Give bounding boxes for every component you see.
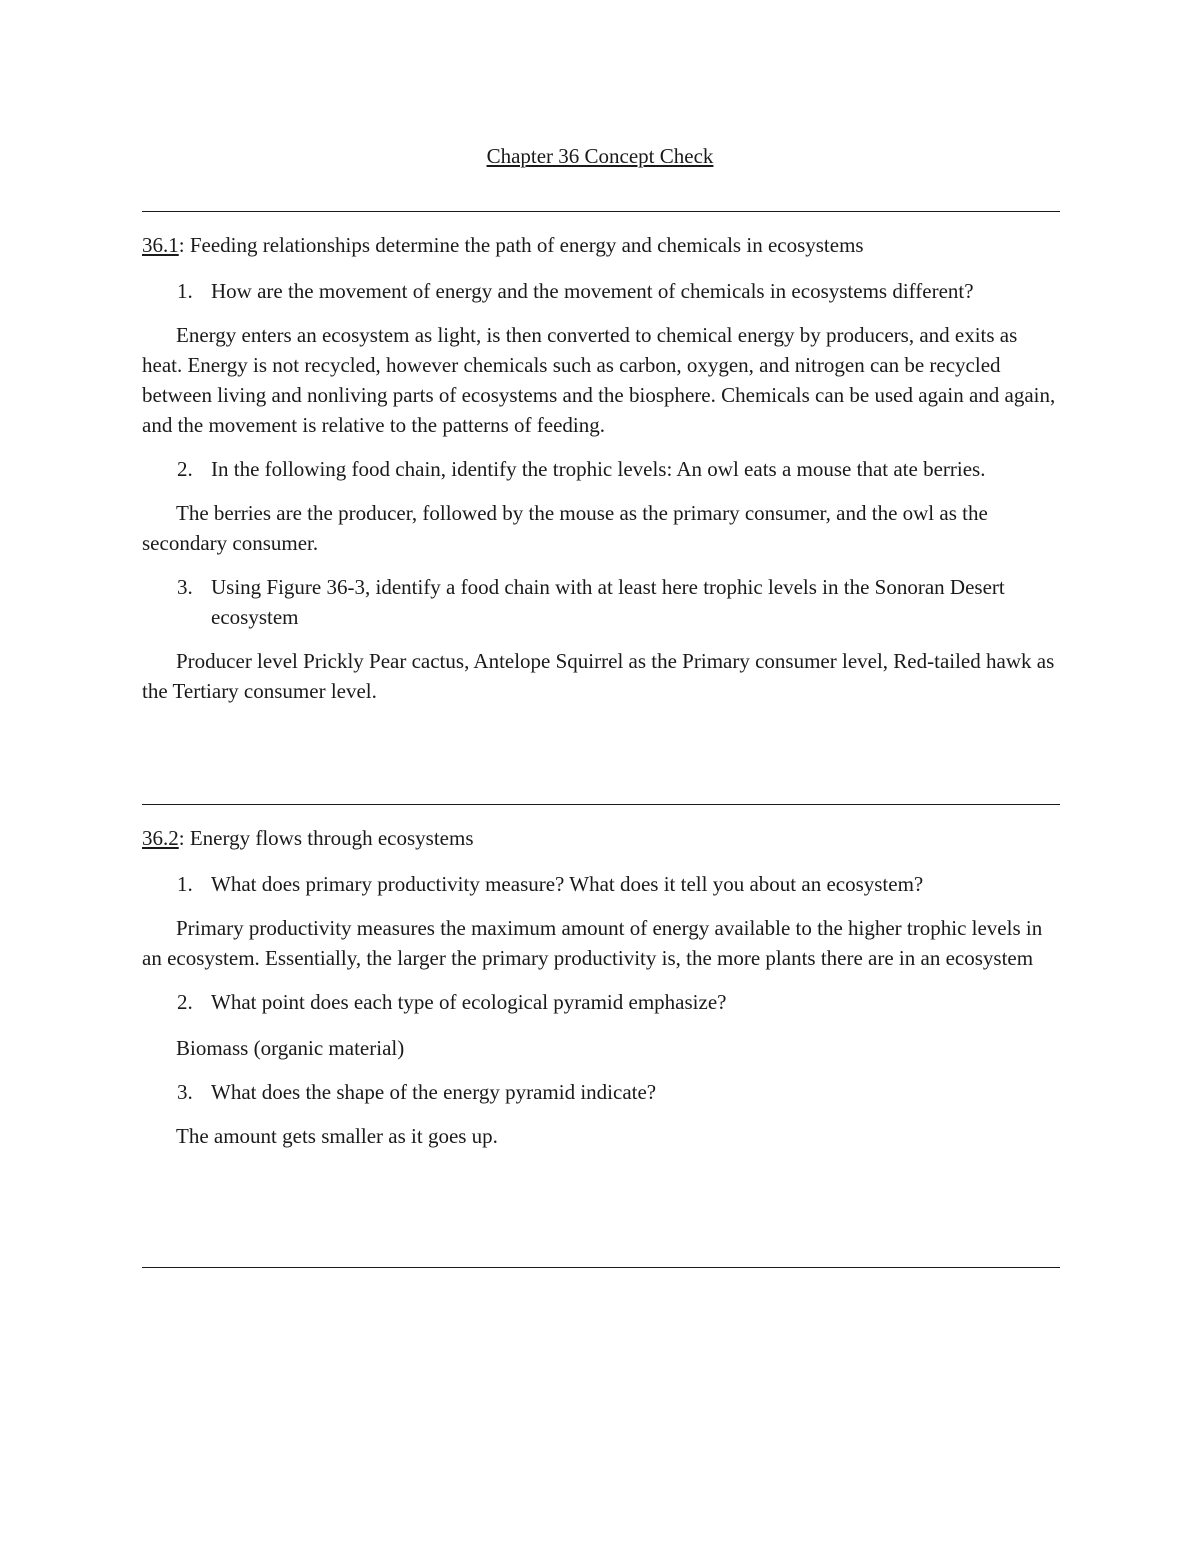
question-number: 3.	[177, 1080, 193, 1104]
answer-2: The berries are the producer, followed by the mouse as the primary consumer, and the owl as the secondary consumer.	[142, 501, 988, 555]
section-heading	[142, 823, 1060, 853]
question-3	[142, 1077, 1060, 1107]
question-number: 2.	[177, 990, 193, 1014]
question-text: What does primary productivity measure? What does it tell you about an ecosystem?	[211, 872, 924, 896]
question-text: In the following food chain, identify the trophic levels: An owl eats a mouse that ate berries.	[211, 457, 986, 481]
section-divider	[142, 804, 1060, 805]
section-divider	[142, 211, 1060, 212]
section-divider	[142, 1267, 1060, 1268]
question-number: 3.	[177, 575, 193, 599]
section-heading	[142, 230, 1060, 260]
question-number: 1.	[177, 872, 193, 896]
question-3	[142, 572, 1060, 632]
answer-2: Biomass (organic material)	[176, 1036, 405, 1060]
question-1	[142, 276, 1060, 306]
section-heading-text: : Energy flows through ecosystems	[178, 826, 474, 850]
question-2	[142, 987, 1060, 1017]
question-2	[142, 454, 1060, 484]
section-36-1	[142, 230, 1060, 706]
question-text: Using Figure 36-3, identify a food chain with at least here trophic levels in the Sonoran Desert ecosystem	[211, 575, 1005, 629]
question-text: What point does each type of ecological pyramid emphasize?	[211, 990, 727, 1014]
question-number: 2.	[177, 457, 193, 481]
question-number: 1.	[177, 279, 193, 303]
answer-1: Energy enters an ecosystem as light, is then converted to chemical energy by producers, and exits as heat. Energy is not recycled, however chemicals such as carbon, oxygen, and nitrogen can be recycled between living and nonliving parts of ecosystems and the biosphere. Chemicals can be used again and again, and the movement is relative to the patterns of feeding.	[142, 323, 1056, 437]
page-title: Chapter 36 Concept Check	[486, 144, 714, 168]
question-text: What does the shape of the energy pyramid indicate?	[211, 1080, 657, 1104]
section-36-2	[142, 823, 1060, 1151]
question-1	[142, 869, 1060, 899]
question-text: How are the movement of energy and the movement of chemicals in ecosystems different?	[211, 279, 974, 303]
section-number: 36.2	[142, 826, 179, 850]
section-number: 36.1	[142, 233, 179, 257]
section-heading-text: : Feeding relationships determine the path of energy and chemicals in ecosystems	[178, 233, 864, 257]
answer-3: The amount gets smaller as it goes up.	[176, 1124, 498, 1148]
answer-1: Primary productivity measures the maximum amount of energy available to the higher trophic levels in an ecosystem. Essentially, the larger the primary productivity is, the more plants there are in an ecosystem	[142, 916, 1043, 970]
answer-3: Producer level Prickly Pear cactus, Antelope Squirrel as the Primary consumer level, Red-tailed hawk as the Tertiary consumer level.	[142, 649, 1055, 703]
